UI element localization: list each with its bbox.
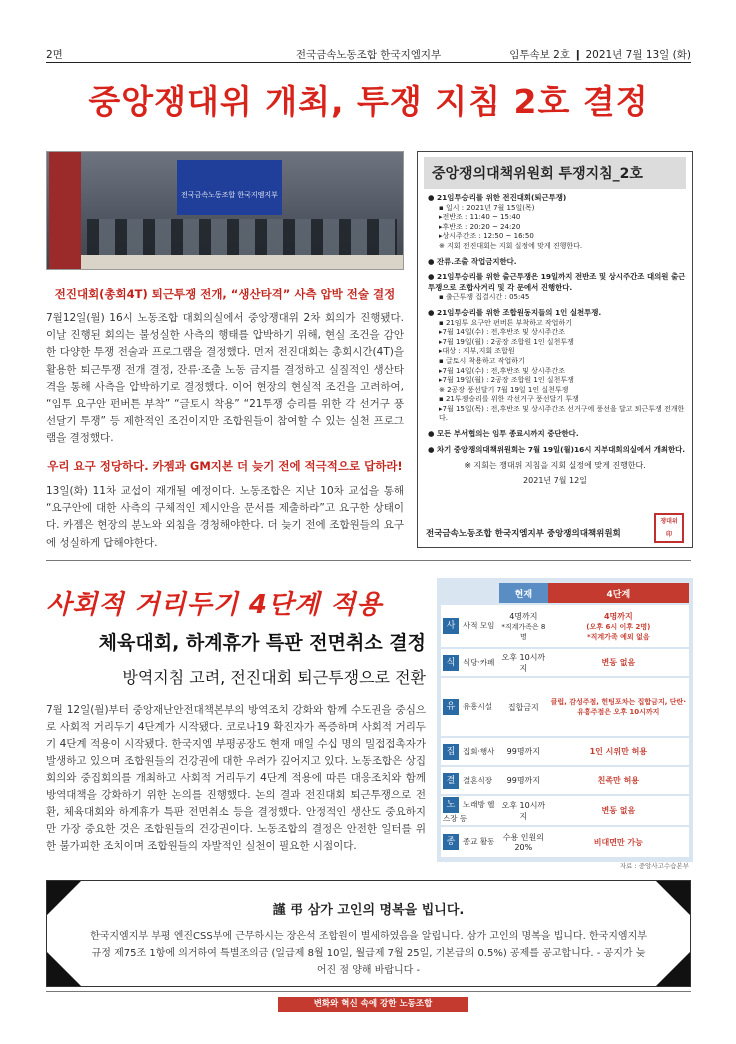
notice-title: 중앙쟁의대책위원회 투쟁지침_2호	[424, 157, 686, 189]
table-row: 집 집회·행사 99명까지 1인 시위만 허용	[441, 738, 689, 765]
article1-subheading: 전진대회(총회4T) 퇴근투쟁 전개, “생산타격” 사측 압박 전술 결정	[54, 287, 396, 301]
table-row: 식 식당·카페 오후 10시까지 변동 없음	[441, 649, 689, 676]
article2-deck: 방역지침 고려, 전진대회 퇴근투쟁으로 전환	[122, 668, 426, 687]
mourning-corner	[47, 952, 81, 986]
struggle-notice	[417, 151, 693, 548]
article2-subtitle: 체육대회, 하계휴가 특판 전면취소 결정	[98, 632, 426, 654]
header-org: 전국금속노동조합 한국지엠지부	[295, 49, 442, 61]
article2-title: 사회적 거리두기 4단계 적용	[46, 590, 383, 620]
article1-body-2: 13일(화) 11차 교섭이 재개될 예정이다. 노동조합은 지난 10차 교섭을 통해 “요구안에 대한 사측의 구체적인 제시안을 문서를 제출하라”고 요구한 상태이다. 카젬은 현장의 분노와 외침을 경청해야한다. 더 늦기 전에 조합원들의 요구에 성실하게 답해야한다.	[46, 485, 404, 549]
notice-footnote: ※ 지회는 쟁대위 지침을 지회 실정에 맞게 진행한다.	[464, 461, 646, 471]
header-issue: 임투속보 2호 ❙ 2021년 7월 13일 (화)	[509, 49, 691, 61]
memorial-title: 謹 弔 삼가 고인의 명복을 빕니다.	[272, 903, 465, 918]
gathering-icon: 사	[443, 618, 459, 634]
distancing-table	[437, 578, 693, 870]
restaurant-icon: 식	[443, 655, 459, 671]
wedding-icon: 결	[443, 773, 459, 789]
article1-subheading-2: 우리 요구 정당하다. 카젬과 GM지본 더 늦기 전에 적극적으로 답하라!	[47, 459, 403, 473]
photo-table	[81, 255, 404, 269]
mourning-corner	[656, 952, 690, 986]
col-current: 현재	[499, 583, 548, 603]
religion-icon: 종	[443, 834, 459, 850]
photo-side-banner	[49, 152, 81, 270]
table-source: 자료 : 중앙사고수습본부	[619, 862, 689, 870]
table-row: 결 결혼식장 99명까지 친족만 허용	[441, 767, 689, 794]
photo-attendees	[87, 219, 397, 257]
col-stage4: 4단계	[548, 583, 689, 603]
article1-body: 7월12일(월) 16시 노동조합 대회의실에서 중앙쟁대위 2차 회의가 진행됐다. 이날 진행된 회의는 불성실한 사측의 행태를 압박하기 위해, 현실 조건을 감안한 다양한 투쟁 전술과 프로그램을 결정했다. 먼저 전진대회는 총회시간(4T)을 활용한 퇴근투쟁 전개 결정, 잔류·조출 노동 금지를 결정하고 실질적인 생산타격을 통해 사측을 압박하기로 결정했다. 이어 현장의 현실적 조건을 고려하여, “임투 요구안 펀버튼 부착” “글토시 착용” “21투쟁 승리를 위한 각 선거구 풍선달기 투쟁” 등 제한적인 조건이지만 조합원들이 참여할 수 있는 실천 프로그램을 결정했다.	[46, 312, 404, 445]
notice-list	[418, 193, 692, 455]
notice-date: 2021년 7월 12일	[523, 476, 587, 486]
footer-rule	[46, 991, 691, 992]
photo-banner-text: 전국금속노동조합 한국지엠지부	[181, 191, 278, 199]
notice-item: ● 차기 중앙쟁의대책위원회는 7월 19일(월)16시 지부대회의실에서 개최한다.	[428, 444, 686, 454]
notice-item: ● 21임투승리를 위한 출근투쟁은 19일까지 전반조 및 상시주간조 대의원 출근투쟁으로 조합사거리 및 각 문에서 진행한다. ▪ 출근투쟁 집결시간 : 05:45	[428, 272, 686, 302]
notice-item: ● 잔류.조출 작업금지한다.	[428, 256, 517, 266]
article2-body: 7월 12일(월)부터 중앙재난안전대책본부의 방역조치 강화와 함께 수도권을 중심으로 사회적 거리두기 4단계가 시작됐다. 코로나19 확진자가 폭증하며 사회적 거리두기 4단계 적용이 시작됐다. 한국지엠 부평공장도 현재 매일 수십 명의 밀접접촉자가 발생하고 있으며 조합원들의 건강권에 대한 우려가 깊어지고 있다. 노동조합은 상집회의와 중집회의를 개최하고 사회적 거리두기 4단계 적용에 따른 대응조치와 함께 방역대책을 강화하기 위한 논의를 진행했다. 논의 결과 전진대회 퇴근투쟁으로 전환, 체육대회와 하계휴가 특판 전면취소 등을 결정했다. 안정적인 생산도 중요하지만 가장 중요한 것은 조합원들의 건강권이다. 노동조합의 결정은 안전한 일터를 위한 불가피한 조치이며 조합원들의 자발적인 실천이 필요한 시점이다.	[46, 704, 426, 852]
mourning-corner	[656, 881, 690, 915]
official-seal-icon: 쟁대위 印	[654, 513, 684, 543]
mourning-corner	[47, 881, 81, 915]
section-divider	[46, 560, 691, 561]
meeting-photo	[46, 151, 404, 270]
table-row: 유 유흥시설 집합금지 클럽, 감성주점, 헌팅포차는 집합금지, 단란·유흥주점은 오후 10시까지	[441, 678, 689, 736]
table-row: 사 사적 모임 4명까지 *직계가족은 8명 4명까지 (오후 6시 이후 2명) *직계가족 예외 없음	[441, 605, 689, 647]
rally-icon: 집	[443, 744, 459, 760]
table-row: 노 노래방 헬스장 등 오후 10시까지 변동 없음	[441, 796, 689, 825]
memorial-body: 한국지엠지부 부평 엔진CSS부에 근무하시는 장은석 조합원이 별세하였음을 알립니다. 삼가 고인의 명복을 빕니다. 한국지엠지부 규정 제75조 1항에 의거하여 특별조의금 (일급제 8월 10일, 월급제 7월 25일, 기본급의 0.5%) 공제를 공고합니다. - 공지가 늦어진 점 양해 바랍니다 -	[90, 931, 647, 976]
page-headline: 중앙쟁대위 개최, 투쟁 지침 2호 결정	[88, 82, 649, 121]
notice-signature: 전국금속노동조합 한국지엠지부 중앙쟁의대책위원회	[426, 529, 621, 539]
footer-slogan: 변화와 혁신 속에 강한 노동조합	[278, 997, 468, 1012]
notice-item: ● 모든 부서협의는 임투 종료시까지 중단한다.	[428, 429, 579, 439]
photo-banner	[177, 160, 282, 215]
page-number: 2면	[46, 49, 63, 61]
page-header	[46, 43, 691, 63]
notice-item: ● 21임투승리를 위한 전진대회(퇴근투쟁) ▪ 일시 : 2021년 7월 15일(목) ▸전반조 : 11:40 ~ 15:40 ▸후반조 : 20:20 ~ 24:20 ▸상시주간조 : 12:50 ~ 16:50 ※ 지회 전진대회는 지회 실정에 맞게 진행한다.	[428, 193, 583, 250]
table-row: 종 종교 활동 수용 인원의 20% 비대면만 가능	[441, 827, 689, 857]
nightlife-icon: 유	[443, 699, 459, 715]
karaoke-gym-icon: 노	[443, 797, 459, 813]
notice-item: ● 21임투승리를 위한 조합원동지들의 1인 실천투쟁. ▪ 21임투 요구안 펀버튼 부착하고 작업하기 ▸7월 14일(수) : 전,후반조 및 상시주간조 ▸7월 19일(월) : 2공장 조합원 1인 실천투쟁 ▸대상 : 지부,지회 조합원 ▪ 글토시 착용하고 작업하기 ▸7월 14일(수) : 전,후반조 및 상시주간조 ▸7월 19일(월) : 2공장 조합원 1인 실천투쟁 ※ 2공장 풍선달기 7월 19일 1인 실천투쟁 ▪ 21투쟁승리를 위한 각선거구 풍선달기 투쟁 ▸7월 15일(목) : 전,후반조 및 상시주간조 선거구에 풍선을 달고 퇴근투쟁 전개한다.	[428, 307, 685, 423]
memorial-notice	[46, 880, 691, 987]
